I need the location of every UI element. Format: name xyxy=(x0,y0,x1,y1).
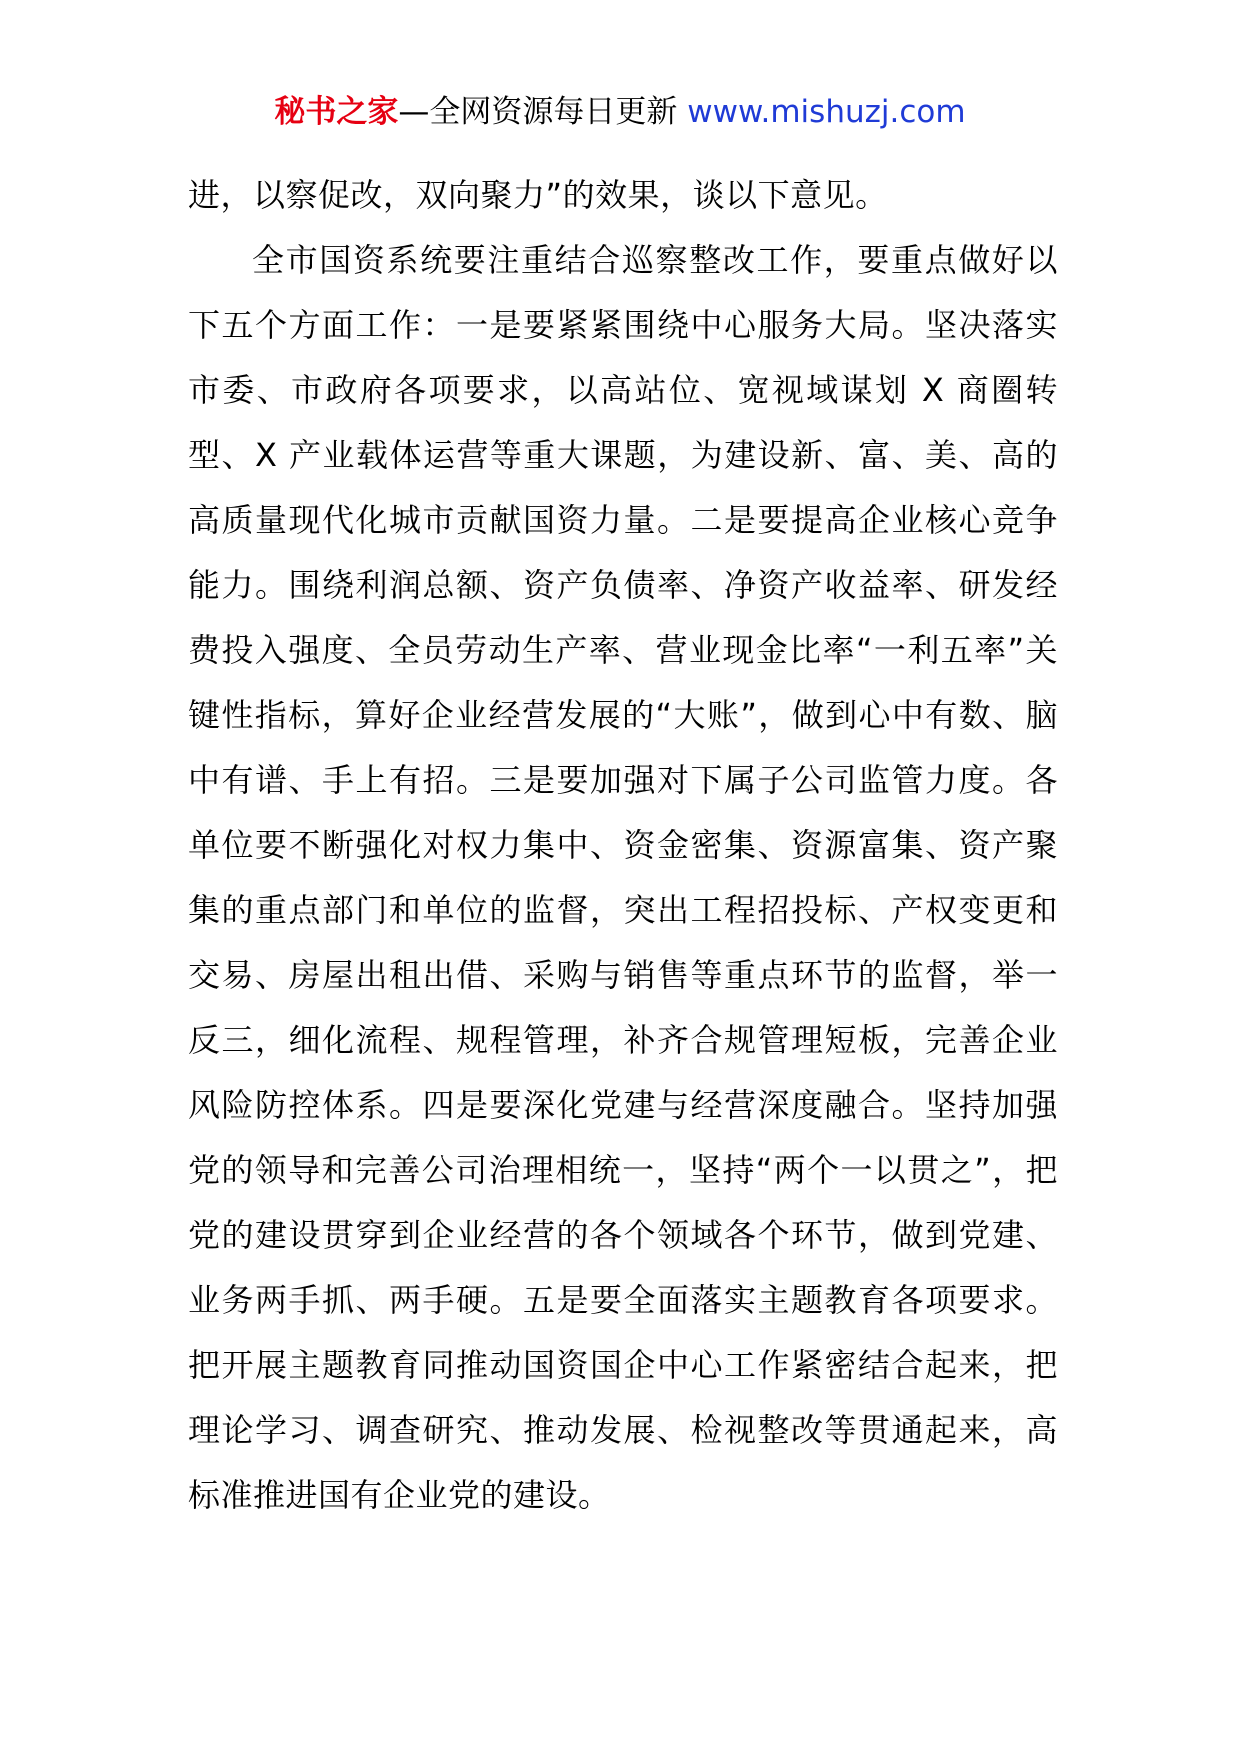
page-header xyxy=(0,92,1240,132)
header-tagline: —全网资源每日更新 xyxy=(398,94,688,130)
paragraph-continuation: 进，以察促改，双向聚力”的效果，谈以下意见。 xyxy=(188,176,888,214)
paragraph-main: 全市国资系统要注重结合巡察整改工作，要重点做好以下五个方面工作：一是要紧紧围绕中心服务大局。坚决落实市委、市政府各项要求，以高站位、宽视域谋划 X 商圈转型、X 产业载体运营等重大课题，为建设新、富、美、高的高质量现代化城市贡献国资力量。二是要提高企业核心竞争能力。围绕利润总额、资产负债率、净资产收益率、研发经费投入强度、全员劳动生产率、营业现金比率“一利五率”关键性指标，算好企业经营发展的“大账”，做到心中有数、脑中有谱、手上有招。三是要加强对下属子公司监管力度。各单位要不断强化对权力集中、资金密集、资源富集、资产聚集的重点部门和单位的监督，突出工程招投标、产权变更和交易、房屋出租出借、采购与销售等重点环节的监督，举一反三，细化流程、规程管理，补齐合规管理短板，完善企业风险防控体系。四是要深化党建与经营深度融合。坚持加强党的领导和完善公司治理相统一，坚持“两个一以贯之”，把党的建设贯穿到企业经营的各个领域各个环节，做到党建、业务两手抓、两手硬。五是要全面落实主题教育各项要求。把开展主题教育同推动国资国企中心工作紧密结合起来，把理论学习、调查研究、推动发展、检视整改等贯通起来，高标准推进国有企业党的建设。 xyxy=(188,241,1058,1514)
site-url-link[interactable]: www.mishuzj.com xyxy=(687,94,966,130)
brand-name: 秘书之家 xyxy=(274,94,399,130)
document-body xyxy=(188,163,1058,1528)
